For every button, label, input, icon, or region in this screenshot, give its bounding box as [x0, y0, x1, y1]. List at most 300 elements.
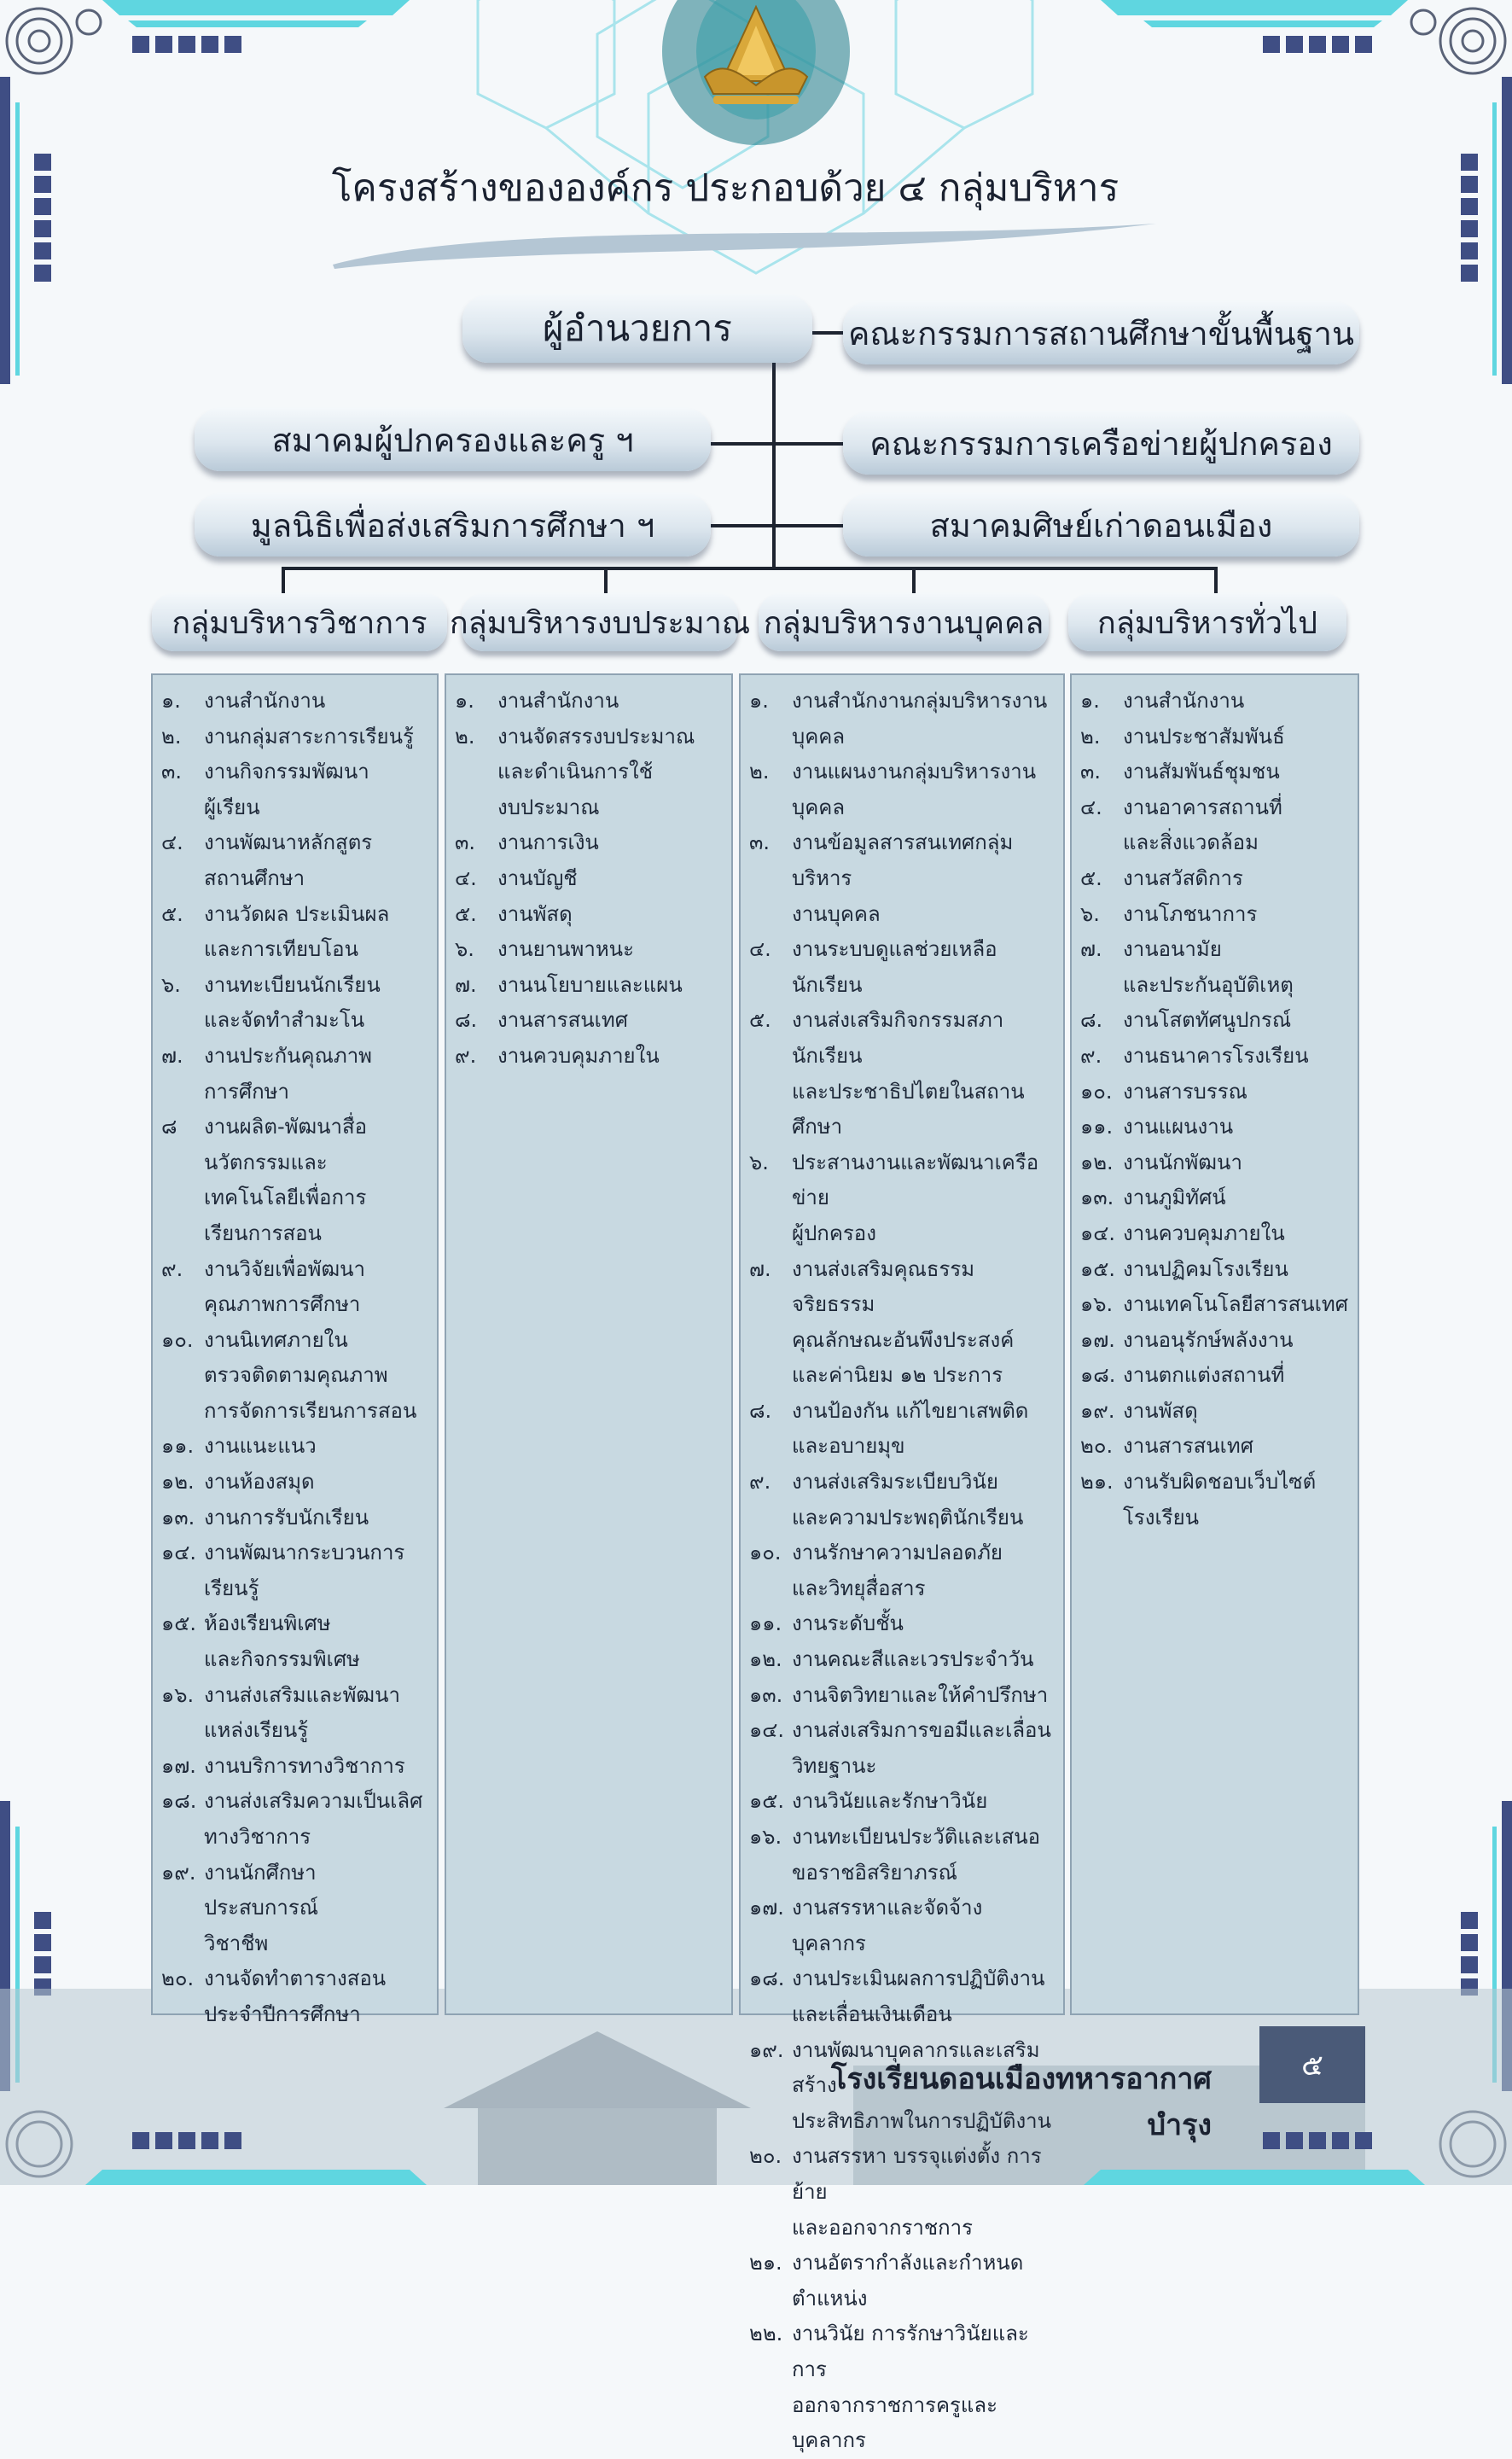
list-item-number: ๓. — [1080, 760, 1102, 784]
list-item-text: งานระบบดูแลช่วยเหลือนักเรียน — [792, 937, 997, 997]
list-item-text: งานวินัยและรักษาวินัย — [792, 1789, 988, 1814]
list-item-number: ๑๗. — [161, 1753, 196, 1778]
list-item — [749, 1429, 1055, 1465]
list-item — [749, 1784, 1055, 1820]
list-item-number: ๙. — [749, 1470, 771, 1495]
list-item-text: งานประชาสัมพันธ์ — [1123, 724, 1285, 749]
list-item — [749, 1713, 1055, 1749]
list-item-text: งานส่งเสริมการขอมีและเลื่อน — [792, 1718, 1051, 1743]
list-item — [455, 897, 723, 933]
list-item-number — [161, 1394, 204, 1430]
list-item — [161, 1465, 428, 1500]
list-item-text: งานสวัสดิการ — [1123, 865, 1243, 890]
list-item-number: ๑๑. — [161, 1434, 195, 1459]
list-item — [749, 2316, 1055, 2387]
list-item-number: ๘ — [161, 1115, 177, 1139]
list-item-text: และสิ่งแวดล้อม — [1123, 830, 1259, 855]
list-item-text: งานพัสดุ — [497, 901, 573, 926]
list-item-text: งานสำนักงานกลุ่มบริหารงานบุคคล — [792, 689, 1048, 749]
list-item-number — [1080, 968, 1123, 1004]
list-item — [161, 1678, 428, 1714]
list-item — [749, 1465, 1055, 1500]
list-item-number — [161, 1820, 204, 1856]
list-item — [161, 1856, 428, 1926]
list-item — [749, 1394, 1055, 1430]
list-item — [749, 1678, 1055, 1714]
list-item-number: ๒. — [161, 724, 182, 749]
list-item-number: ๑๙. — [161, 1860, 196, 1885]
list-item — [1080, 755, 1349, 790]
list-item-text: งานคณะสีและเวรประจำวัน — [792, 1647, 1034, 1672]
list-item-text: งานธนาคารโรงเรียน — [1123, 1043, 1309, 1068]
list-item-number: ๓. — [749, 830, 771, 855]
list-item-number — [749, 1856, 792, 1891]
list-item-number — [161, 932, 204, 968]
list-item-text: เรียนการสอน — [204, 1221, 322, 1245]
list-item — [455, 825, 723, 861]
list-item-text: งานอาคารสถานที่ — [1123, 795, 1282, 819]
list-item — [161, 1500, 428, 1536]
list-item — [161, 1926, 428, 1962]
list-item — [161, 684, 428, 720]
list-item — [749, 897, 1055, 933]
list-item — [161, 1997, 428, 2033]
list-item-text: และความประพฤตินักเรียน — [792, 1505, 1024, 1530]
list-item — [1080, 861, 1349, 897]
list-item — [749, 1252, 1055, 1323]
list-item-text: และประชาธิปไตยในสถานศึกษา — [792, 1079, 1025, 1139]
list-item-text: งานพัฒนากระบวนการ — [204, 1541, 405, 1565]
list-item-text: เรียนรู้ — [204, 1576, 259, 1600]
list-item-number: ๑. — [749, 689, 769, 713]
list-item-text: งานสัมพันธ์ชุมชน — [1123, 760, 1280, 784]
list-item — [749, 2211, 1055, 2246]
list-item — [749, 1749, 1055, 1785]
list-item — [749, 2139, 1055, 2210]
list-item — [161, 1145, 428, 1181]
parent-network-committee-box: คณะกรรมการเครือข่ายผู้ปกครอง — [843, 411, 1359, 475]
list-item-number — [749, 1571, 792, 1607]
list-item-number: ๑๔. — [1080, 1221, 1116, 1245]
list-item-number: ๔. — [1080, 795, 1102, 819]
list-item — [749, 1642, 1055, 1678]
list-item-text: งานวิจัยเพื่อพัฒนา — [204, 1256, 366, 1281]
list-item-number: ๑. — [1080, 689, 1100, 713]
list-item — [1080, 790, 1349, 826]
list-item-number: ๗. — [1080, 937, 1102, 962]
list-item — [161, 1749, 428, 1785]
list-item-text: งานอนุรักษ์พลังงาน — [1123, 1327, 1294, 1352]
list-item-number: ๔. — [455, 865, 477, 890]
list-item-number: ๒๑. — [1080, 1470, 1114, 1495]
list-item-number: ๑๔. — [749, 1718, 785, 1743]
list-item — [749, 1358, 1055, 1394]
connector-group-2 — [604, 567, 608, 594]
list-item-text: คุณลักษณะอันพึงประสงค์ — [792, 1327, 1015, 1352]
list-item-text: และประกันอุบัติเหตุ — [1123, 972, 1294, 997]
list-item-number: ๙. — [455, 1043, 477, 1068]
task-list-academic — [151, 673, 439, 2026]
list-item — [1080, 1075, 1349, 1110]
list-item-number: ๙. — [161, 1256, 183, 1281]
list-item-number: ๒. — [455, 724, 475, 749]
parent-teacher-association-box: สมาคมผู้ปกครองและครู ฯ — [195, 408, 711, 471]
list-item — [749, 1216, 1055, 1252]
list-item-text: งานพัสดุ — [1123, 1398, 1198, 1423]
list-item-number: ๑. — [161, 689, 181, 713]
list-item — [749, 1997, 1055, 2033]
list-item-text: งานสำนักงาน — [497, 689, 619, 713]
alumni-association-box: สมาคมศิษย์เก่าดอนเมือง — [843, 493, 1359, 556]
list-item-text: งานทะเบียนนักเรียน — [204, 972, 381, 997]
list-item-text: นวัตกรรมและ — [204, 1150, 328, 1174]
connector-group-4 — [1214, 567, 1218, 594]
list-item — [1080, 1287, 1349, 1323]
list-item — [1080, 932, 1349, 968]
list-item-number: ๕. — [161, 901, 183, 926]
list-item-number: ๕. — [455, 901, 477, 926]
list-item-number: ๕. — [1080, 865, 1102, 890]
list-item — [161, 1075, 428, 1110]
list-item-text: งานกิจกรรมพัฒนา — [204, 760, 369, 784]
list-item-text: โรงเรียน — [1123, 1505, 1200, 1530]
list-item — [1080, 1145, 1349, 1181]
list-item-text: งานส่งเสริมและพัฒนา — [204, 1682, 400, 1707]
list-item-text: ประสิทธิภาพในการปฏิบัติงาน — [792, 2108, 1052, 2133]
list-item-number: ๑๒. — [1080, 1150, 1114, 1174]
list-item-number: ๑๐. — [1080, 1079, 1113, 1104]
list-item — [455, 684, 723, 720]
list-item — [749, 1606, 1055, 1642]
list-item — [1080, 1465, 1349, 1500]
list-item — [161, 897, 428, 933]
list-item-text: งานบัญชี — [497, 865, 578, 890]
list-item — [161, 1713, 428, 1749]
list-item-number — [749, 1075, 792, 1145]
list-item-text: งานจัดทำตารางสอน — [204, 1967, 387, 1991]
connector-director-board — [812, 331, 846, 335]
list-item-text: ขอราชอิสริยาภรณ์ — [792, 1860, 957, 1885]
list-item-text: งานการรับนักเรียน — [204, 1505, 369, 1530]
list-item-number: ๑๘. — [749, 1967, 785, 1991]
list-item-number — [161, 1713, 204, 1749]
list-item — [161, 790, 428, 826]
list-item — [1080, 1180, 1349, 1216]
list-item-text: วิทยฐานะ — [792, 1753, 877, 1778]
list-item-text: งานส่งเสริมระเบียบวินัย — [792, 1470, 998, 1495]
list-item — [161, 1571, 428, 1607]
list-item-number — [161, 1571, 204, 1607]
list-item-text: งานวัดผล ประเมินผล — [204, 901, 390, 926]
list-item-text: และเลื่อนเงินเดือน — [792, 2002, 952, 2026]
list-item-number: ๔. — [161, 830, 183, 855]
list-item-number — [161, 1145, 204, 1181]
list-item-text: และกิจกรรมพิเศษ — [204, 1647, 360, 1672]
list-item-number: ๒๑. — [749, 2251, 782, 2275]
page-title: โครงสร้างขององค์กร ประกอบด้วย ๔ กลุ่มบริหาร — [331, 166, 1119, 210]
list-item-text: งานควบคุมภายใน — [497, 1043, 660, 1068]
list-item — [455, 968, 723, 1004]
list-item-text: งานประกันคุณภาพ — [204, 1043, 372, 1068]
list-item — [161, 1358, 428, 1394]
list-item-text: งานโภชนาการ — [1123, 901, 1258, 926]
education-foundation-box: มูลนิธิเพื่อส่งเสริมการศึกษา ฯ — [195, 493, 711, 556]
list-item-text: งานแผนงาน — [1123, 1115, 1234, 1139]
list-item — [161, 968, 428, 1004]
list-item — [161, 720, 428, 755]
list-item — [1080, 1429, 1349, 1465]
list-item — [161, 825, 428, 861]
list-item-text: งานสำนักงาน — [204, 689, 326, 713]
footer-school-name: โรงเรียนดอนเมืองทหารอากาศบำรุง — [831, 2062, 1212, 2142]
list-item — [161, 755, 428, 790]
list-item — [1080, 684, 1349, 720]
list-item-number — [161, 790, 204, 826]
list-item — [1080, 1003, 1349, 1039]
list-item-text: งานกลุ่มสาระการเรียนรู้ — [204, 724, 414, 749]
list-item-number: ๑๘. — [1080, 1363, 1116, 1388]
list-item-number: ๒๐. — [161, 1967, 195, 1991]
list-item-number — [1080, 825, 1123, 861]
list-item — [161, 1003, 428, 1039]
list-item-text: ผู้เรียน — [204, 795, 260, 819]
list-item-number: ๑๖. — [749, 1825, 782, 1849]
list-item-number — [1080, 1500, 1123, 1536]
list-item-text: ทางวิชาการ — [204, 1825, 311, 1849]
list-item-number — [161, 1216, 204, 1252]
list-item-text: งานสารบรรณ — [1123, 1079, 1247, 1104]
list-item-text: งานสารสนเทศ — [1123, 1434, 1253, 1459]
list-item-text: งานแผนงานกลุ่มบริหารงานบุคคล — [792, 760, 1037, 819]
list-item-number: ๑๓. — [161, 1505, 195, 1530]
list-item-number: ๑๗. — [1080, 1327, 1115, 1352]
group-header-academic: กลุ่มบริหารวิชาการ — [152, 593, 447, 651]
list-item-number — [161, 1358, 204, 1394]
list-item — [1080, 1039, 1349, 1075]
list-item — [455, 861, 723, 897]
list-item-number: ๗. — [455, 972, 477, 997]
list-item — [1080, 1110, 1349, 1145]
connector-group-3 — [912, 567, 916, 594]
list-item-number: ๒๐. — [749, 2144, 782, 2169]
list-item-number: ๘. — [455, 1008, 478, 1033]
list-item-number — [161, 1287, 204, 1323]
list-item-text: งานพัฒนาบุคลากรและเสริมสร้าง — [792, 2037, 1040, 2098]
list-item — [1080, 720, 1349, 755]
list-item — [749, 1891, 1055, 1961]
connector-group-1 — [282, 567, 285, 594]
list-item — [749, 2388, 1055, 2459]
list-item-text: งานผลิต-พัฒนาสื่อ — [204, 1115, 368, 1139]
list-item-number: ๑๖. — [161, 1682, 195, 1707]
list-item-text: การจัดการเรียนการสอน — [204, 1398, 417, 1423]
list-item — [161, 1110, 428, 1145]
list-item-text: วิชาชีพ — [204, 1931, 269, 1955]
list-item-number — [749, 2211, 792, 2246]
task-list-budget — [445, 673, 733, 2015]
list-item-number: ๖. — [1080, 901, 1100, 926]
list-item-text: งานภูมิทัศน์ — [1123, 1186, 1226, 1210]
list-item-text: งานระดับชั้น — [792, 1611, 904, 1636]
list-item — [161, 1394, 428, 1430]
list-item-text: งานส่งเสริมคุณธรรม จริยธรรม — [792, 1256, 975, 1317]
list-item — [161, 1216, 428, 1252]
list-item — [455, 755, 723, 790]
list-item — [161, 1820, 428, 1856]
list-item-number: ๑๐. — [161, 1327, 194, 1352]
list-item — [161, 1323, 428, 1359]
list-item-text: งานสรรหา บรรจุแต่งตั้ง การย้าย — [792, 2144, 1042, 2204]
list-item-text: งานประเมินผลการปฏิบัติงาน — [792, 1967, 1045, 1991]
list-item-number — [161, 1003, 204, 1039]
list-item-number: ๑๒. — [749, 1647, 782, 1672]
list-item-number: ๑๖. — [1080, 1292, 1114, 1317]
list-item-number: ๑๙. — [1080, 1398, 1115, 1423]
list-item-number — [749, 1429, 792, 1465]
list-item — [161, 1039, 428, 1075]
list-item-number — [749, 1216, 792, 1252]
group-header-general: กลุ่มบริหารทั่วไป — [1068, 593, 1346, 651]
list-item-number — [161, 1075, 204, 1110]
list-item-number: ๑๓. — [1080, 1186, 1114, 1210]
list-item — [749, 755, 1055, 825]
list-item — [161, 1642, 428, 1678]
list-item-number — [749, 1323, 792, 1359]
list-item-number: ๒๒. — [749, 2322, 783, 2346]
list-item-text: งานข้อมูลสารสนเทศกลุ่มบริหาร — [792, 830, 1014, 890]
list-item-text: งานยานพาหนะ — [497, 937, 634, 962]
list-item-text: งานบริการทางวิชาการ — [204, 1753, 405, 1778]
list-item — [749, 684, 1055, 755]
list-item-number: ๑. — [455, 689, 474, 713]
list-item-number: ๑๗. — [749, 1896, 784, 1920]
list-item-text: และการเทียบโอน — [204, 937, 358, 962]
list-item-text: งานพัฒนาหลักสูตร — [204, 830, 373, 855]
list-item — [749, 1535, 1055, 1571]
list-item — [161, 1606, 428, 1642]
list-item-text: งานโสตทัศนูปกรณ์ — [1123, 1008, 1292, 1033]
task-list-general — [1070, 673, 1359, 2015]
list-item-number: ๗. — [749, 1256, 771, 1281]
list-item-text: งานนักศึกษาประสบการณ์ — [204, 1860, 319, 1920]
list-item — [749, 1571, 1055, 1607]
list-item-number: ๖. — [455, 937, 474, 962]
list-item-number: ๘. — [1080, 1008, 1103, 1033]
list-item-number: ๔. — [749, 937, 771, 962]
list-item-text: งานสำนักงาน — [1123, 689, 1245, 713]
list-item-number: ๑๑. — [749, 1611, 782, 1636]
list-item-number: ๑๙. — [749, 2037, 784, 2062]
list-item-number — [161, 1642, 204, 1678]
list-item-number — [161, 861, 204, 897]
list-item-number: ๑๕. — [1080, 1256, 1116, 1281]
list-item-text: งานจิตวิทยาและให้คำปรึกษา — [792, 1682, 1049, 1707]
list-item-number: ๑๘. — [161, 1789, 197, 1814]
page-number: ๕ — [1259, 2026, 1365, 2103]
list-item-text: งานส่งเสริมความเป็นเลิศ — [204, 1789, 423, 1814]
list-item — [749, 1961, 1055, 1997]
list-item-text: งานจัดสรรงบประมาณ — [497, 724, 695, 749]
list-item — [749, 1003, 1055, 1074]
list-item — [161, 1535, 428, 1571]
list-item-text: งานอัตรากำลังและกำหนดตำแหน่ง — [792, 2251, 1024, 2310]
list-item-text: และจัดทำสำมะโน — [204, 1008, 365, 1033]
list-item-number — [455, 755, 497, 790]
list-item — [455, 1003, 723, 1039]
list-item-number: ๙. — [1080, 1043, 1102, 1068]
list-item — [1080, 1500, 1349, 1536]
list-item-text: เทคโนโลยีเพื่อการ — [204, 1186, 367, 1210]
list-item-text: ห้องเรียนพิเศษ — [204, 1611, 331, 1636]
list-item — [161, 1287, 428, 1323]
list-item-number: ๖. — [749, 1150, 769, 1174]
list-item-number: ๗. — [161, 1043, 183, 1068]
list-item-text: และค่านิยม ๑๒ ประการ — [792, 1363, 1003, 1388]
connector-groups-bar — [282, 567, 1218, 570]
list-item-number: ๑๔. — [161, 1541, 197, 1565]
director-box: ผู้อำนวยการ — [462, 294, 812, 363]
list-item-text: งานรักษาความปลอดภัย — [792, 1541, 1003, 1565]
list-item-number — [749, 1997, 792, 2033]
list-item — [161, 1784, 428, 1820]
group-header-personnel: กลุ่มบริหารงานบุคคล — [759, 593, 1049, 651]
list-item — [161, 1961, 428, 1997]
list-item-text: งานรับผิดชอบเว็บไซต์ — [1123, 1470, 1317, 1495]
list-item — [749, 932, 1055, 1003]
list-item — [161, 1180, 428, 1216]
list-item — [455, 720, 723, 755]
list-item — [749, 1145, 1055, 1216]
list-item-number: ๓. — [455, 830, 476, 855]
list-item-number: ๒๐. — [1080, 1434, 1114, 1459]
list-item — [1080, 1216, 1349, 1252]
list-item-number: ๑๑. — [1080, 1115, 1114, 1139]
list-item — [749, 825, 1055, 896]
list-item — [1080, 968, 1349, 1004]
list-item — [1080, 825, 1349, 861]
list-item — [749, 2246, 1055, 2316]
list-item-number — [749, 1500, 792, 1536]
list-item — [161, 932, 428, 968]
list-item — [1080, 1252, 1349, 1288]
list-item — [749, 1500, 1055, 1536]
list-item-text: งานการเงิน — [497, 830, 599, 855]
list-item-text: งานห้องสมุด — [204, 1470, 315, 1495]
list-item-number — [749, 897, 792, 933]
list-item — [161, 861, 428, 897]
list-item-text: งานสารสนเทศ — [497, 1008, 628, 1033]
list-item-text: งานป้องกัน แก้ไขยาเสพติด — [792, 1398, 1029, 1423]
list-item-text: งานปฏิคมโรงเรียน — [1123, 1256, 1288, 1281]
list-item-number — [749, 1749, 792, 1785]
list-item-text: งานนักพัฒนา — [1123, 1150, 1242, 1174]
list-item-number: ๑๕. — [749, 1789, 785, 1814]
list-item-number — [161, 1997, 204, 2033]
list-item-text: ผู้ปกครอง — [792, 1221, 876, 1245]
list-item-text: งานแนะแนว — [204, 1434, 317, 1459]
list-item-text: งบประมาณ — [497, 795, 600, 819]
list-item — [1080, 1394, 1349, 1430]
list-item-text: และอบายมุข — [792, 1434, 905, 1459]
list-item — [455, 790, 723, 826]
list-item-text: งานทะเบียนประวัติและเสนอ — [792, 1825, 1041, 1849]
list-item-number: ๖. — [161, 972, 181, 997]
list-item-text: งานเทคโนโลยีสารสนเทศ — [1123, 1292, 1348, 1317]
list-item-number: ๓. — [161, 760, 183, 784]
list-item — [455, 932, 723, 968]
list-item-text: งานสรรหาและจัดจ้างบุคลากร — [792, 1896, 983, 1955]
list-item-text: คุณภาพการศึกษา — [204, 1292, 361, 1317]
